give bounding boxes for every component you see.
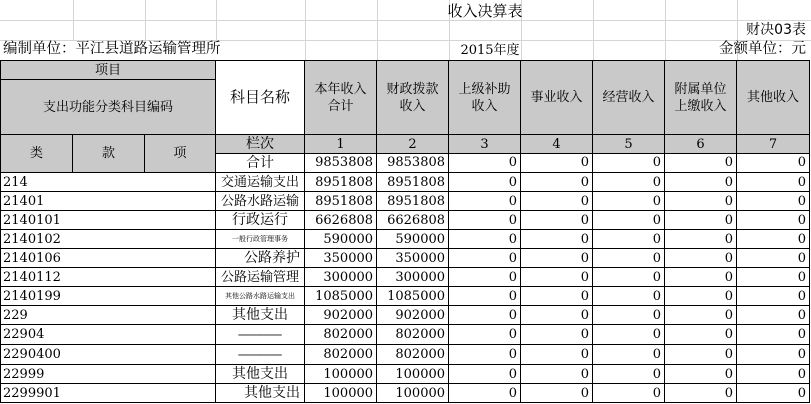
subject-name: 公路运输管理 xyxy=(216,268,305,287)
table-row xyxy=(1,192,810,211)
header-col-4: 事业收入 xyxy=(521,61,593,135)
table-row xyxy=(1,230,810,249)
amount-cell: 902000 xyxy=(305,306,377,325)
subject-name: 其他支出 xyxy=(216,306,305,325)
amount-cell: 0 xyxy=(521,173,593,192)
subject-code: 2140199 xyxy=(1,287,216,306)
subject-code: 21401 xyxy=(1,192,216,211)
amount-cell: 0 xyxy=(593,384,665,403)
total-value: 9853808 xyxy=(305,154,377,173)
col-no-7: 7 xyxy=(737,135,810,154)
amount-cell: 0 xyxy=(449,325,521,345)
amount-cell: 0 xyxy=(521,287,593,306)
amount-cell: 802000 xyxy=(305,345,377,365)
subject-name: 其他支出 xyxy=(216,365,305,384)
col-no-5: 5 xyxy=(593,135,665,154)
amount-cell: 6626808 xyxy=(305,211,377,230)
illegible-subject-name: ━━━━━━━━━━━━ xyxy=(238,332,282,339)
amount-cell: 0 xyxy=(521,325,593,345)
amount-cell: 0 xyxy=(593,173,665,192)
header-col-2: 财政拨款 收入 xyxy=(377,61,449,135)
subject-code: 214 xyxy=(1,173,216,192)
header-col-3: 上级补助 收入 xyxy=(449,61,521,135)
amount-cell: 0 xyxy=(449,230,521,249)
amount-cell: 802000 xyxy=(377,345,449,365)
subject-name: 交通运输支出 xyxy=(216,173,305,192)
table-row xyxy=(1,268,810,287)
table-number: 财决03表 xyxy=(746,22,806,38)
total-value: 0 xyxy=(665,154,737,173)
amount-cell: 0 xyxy=(449,384,521,403)
header-project: 项目 xyxy=(1,61,216,80)
amount-cell: 802000 xyxy=(305,325,377,345)
amount-cell: 8951808 xyxy=(377,173,449,192)
amount-cell: 0 xyxy=(593,306,665,325)
amount-cell: 0 xyxy=(737,287,810,306)
amount-cell: 100000 xyxy=(377,365,449,384)
compiling-unit: 编制单位：平江县道路运输管理所 xyxy=(3,41,221,57)
header-subject-name: 科目名称 xyxy=(230,88,291,106)
table-row xyxy=(1,211,810,230)
table-row xyxy=(1,365,810,384)
amount-cell: 6626808 xyxy=(377,211,449,230)
subject-code: 2290400 xyxy=(1,345,216,365)
amount-cell: 0 xyxy=(593,325,665,345)
gridline xyxy=(145,0,146,40)
header-function-code: 支出功能分类科目编码 xyxy=(1,80,216,135)
total-value: 0 xyxy=(449,154,521,173)
table-row xyxy=(1,249,810,268)
col-no-2: 2 xyxy=(377,135,449,154)
subject-code: 2140102 xyxy=(1,230,216,249)
header-lan-ci: 栏次 xyxy=(216,135,305,154)
amount-cell: 0 xyxy=(737,211,810,230)
col-no-4: 4 xyxy=(521,135,593,154)
amount-cell: 0 xyxy=(593,192,665,211)
amount-cell: 8951808 xyxy=(377,192,449,211)
amount-cell: 0 xyxy=(737,192,810,211)
col-no-3: 3 xyxy=(449,135,521,154)
amount-cell: 0 xyxy=(449,345,521,365)
report-title: 收入决算表 xyxy=(447,2,523,20)
amount-cell: 0 xyxy=(665,173,737,192)
subject-name: 其他公路水路运输支出 xyxy=(216,287,305,306)
amount-cell: 0 xyxy=(665,249,737,268)
amount-cell: 0 xyxy=(665,306,737,325)
amount-cell: 0 xyxy=(521,230,593,249)
subject-code: 2140101 xyxy=(1,211,216,230)
amount-cell: 0 xyxy=(593,211,665,230)
subject-name xyxy=(216,325,305,345)
amount-cell: 0 xyxy=(593,365,665,384)
header-xiang: 项 xyxy=(145,135,216,173)
amount-cell: 8951808 xyxy=(305,192,377,211)
illegible-subject-name: ━━━━━━━━━━━━ xyxy=(238,352,282,359)
amount-cell: 300000 xyxy=(377,268,449,287)
subject-code: 22904 xyxy=(1,325,216,345)
amount-cell: 0 xyxy=(665,211,737,230)
amount-cell: 0 xyxy=(665,325,737,345)
total-value: 0 xyxy=(737,154,810,173)
amount-cell: 0 xyxy=(521,306,593,325)
subject-code: 2140112 xyxy=(1,268,216,287)
gridline xyxy=(216,0,217,40)
gridline xyxy=(665,0,666,60)
amount-cell: 0 xyxy=(665,268,737,287)
header-col-5: 经营收入 xyxy=(593,61,665,135)
amount-cell: 350000 xyxy=(305,249,377,268)
amount-cell: 0 xyxy=(737,345,810,365)
income-table xyxy=(0,60,810,403)
amount-cell: 0 xyxy=(521,365,593,384)
amount-cell: 8951808 xyxy=(305,173,377,192)
gridline xyxy=(377,0,378,60)
subject-code: 229 xyxy=(1,306,216,325)
col-no-1: 1 xyxy=(305,135,377,154)
amount-cell: 802000 xyxy=(377,325,449,345)
amount-cell: 0 xyxy=(737,249,810,268)
subject-code: 22999 xyxy=(1,365,216,384)
amount-cell: 0 xyxy=(737,325,810,345)
amount-cell: 0 xyxy=(737,268,810,287)
subject-name: 一般行政管理事务 xyxy=(216,230,305,249)
table-row xyxy=(1,345,810,365)
amount-cell: 590000 xyxy=(305,230,377,249)
amount-cell: 590000 xyxy=(377,230,449,249)
amount-cell: 0 xyxy=(737,173,810,192)
amount-cell: 0 xyxy=(593,268,665,287)
header-lei: 类 xyxy=(1,135,73,173)
header-col-6: 附属单位 上缴收入 xyxy=(665,61,737,135)
amount-cell: 0 xyxy=(737,306,810,325)
table-row xyxy=(1,173,810,192)
amount-cell: 0 xyxy=(593,230,665,249)
amount-cell: 0 xyxy=(521,345,593,365)
total-label: 合计 xyxy=(216,154,305,173)
table-row xyxy=(1,306,810,325)
header-subject-name-cell xyxy=(216,61,305,135)
total-value: 0 xyxy=(521,154,593,173)
amount-cell: 0 xyxy=(737,384,810,403)
gridline xyxy=(0,20,811,21)
amount-cell: 100000 xyxy=(377,384,449,403)
total-value: 9853808 xyxy=(377,154,449,173)
table-row xyxy=(1,384,810,403)
amount-cell: 0 xyxy=(521,384,593,403)
amount-cell: 350000 xyxy=(377,249,449,268)
col-no-6: 6 xyxy=(665,135,737,154)
table-row xyxy=(1,287,810,306)
gridline xyxy=(305,0,306,60)
amount-cell: 0 xyxy=(665,345,737,365)
amount-cell: 0 xyxy=(449,211,521,230)
amount-cell: 100000 xyxy=(305,365,377,384)
amount-cell: 0 xyxy=(449,268,521,287)
gridline xyxy=(73,0,74,40)
amount-cell: 0 xyxy=(449,249,521,268)
subject-name: 行政运行 xyxy=(216,211,305,230)
amount-cell: 0 xyxy=(737,230,810,249)
report-year: 2015年度 xyxy=(460,43,520,58)
amount-cell: 1085000 xyxy=(377,287,449,306)
amount-cell: 0 xyxy=(521,211,593,230)
table-row xyxy=(1,325,810,345)
gridline xyxy=(593,0,594,60)
subject-name: 公路养护 xyxy=(216,249,305,268)
amount-cell: 0 xyxy=(665,192,737,211)
amount-cell: 0 xyxy=(665,365,737,384)
amount-cell: 0 xyxy=(665,287,737,306)
amount-cell: 1085000 xyxy=(305,287,377,306)
header-kuan: 款 xyxy=(73,135,145,173)
amount-cell: 0 xyxy=(593,345,665,365)
amount-cell: 100000 xyxy=(305,384,377,403)
subject-code: 2140106 xyxy=(1,249,216,268)
amount-cell: 0 xyxy=(737,365,810,384)
header-col-1: 本年收入 合计 xyxy=(305,61,377,135)
amount-cell: 0 xyxy=(449,306,521,325)
amount-cell: 0 xyxy=(593,249,665,268)
amount-cell: 0 xyxy=(665,230,737,249)
amount-cell: 0 xyxy=(665,384,737,403)
amount-cell: 0 xyxy=(449,173,521,192)
amount-cell: 0 xyxy=(521,249,593,268)
amount-cell: 0 xyxy=(593,287,665,306)
subject-name xyxy=(216,345,305,365)
header-col-7: 其他收入 xyxy=(737,61,810,135)
amount-cell: 902000 xyxy=(377,306,449,325)
subject-name: 公路水路运输 xyxy=(216,192,305,211)
amount-cell: 0 xyxy=(449,192,521,211)
amount-cell: 300000 xyxy=(305,268,377,287)
subject-name: 其他支出 xyxy=(216,384,305,403)
subject-code: 2299901 xyxy=(1,384,216,403)
amount-cell: 0 xyxy=(521,268,593,287)
amount-cell: 0 xyxy=(449,365,521,384)
amount-unit: 金额单位：元 xyxy=(719,41,806,57)
total-value: 0 xyxy=(593,154,665,173)
amount-cell: 0 xyxy=(521,192,593,211)
amount-cell: 0 xyxy=(449,287,521,306)
